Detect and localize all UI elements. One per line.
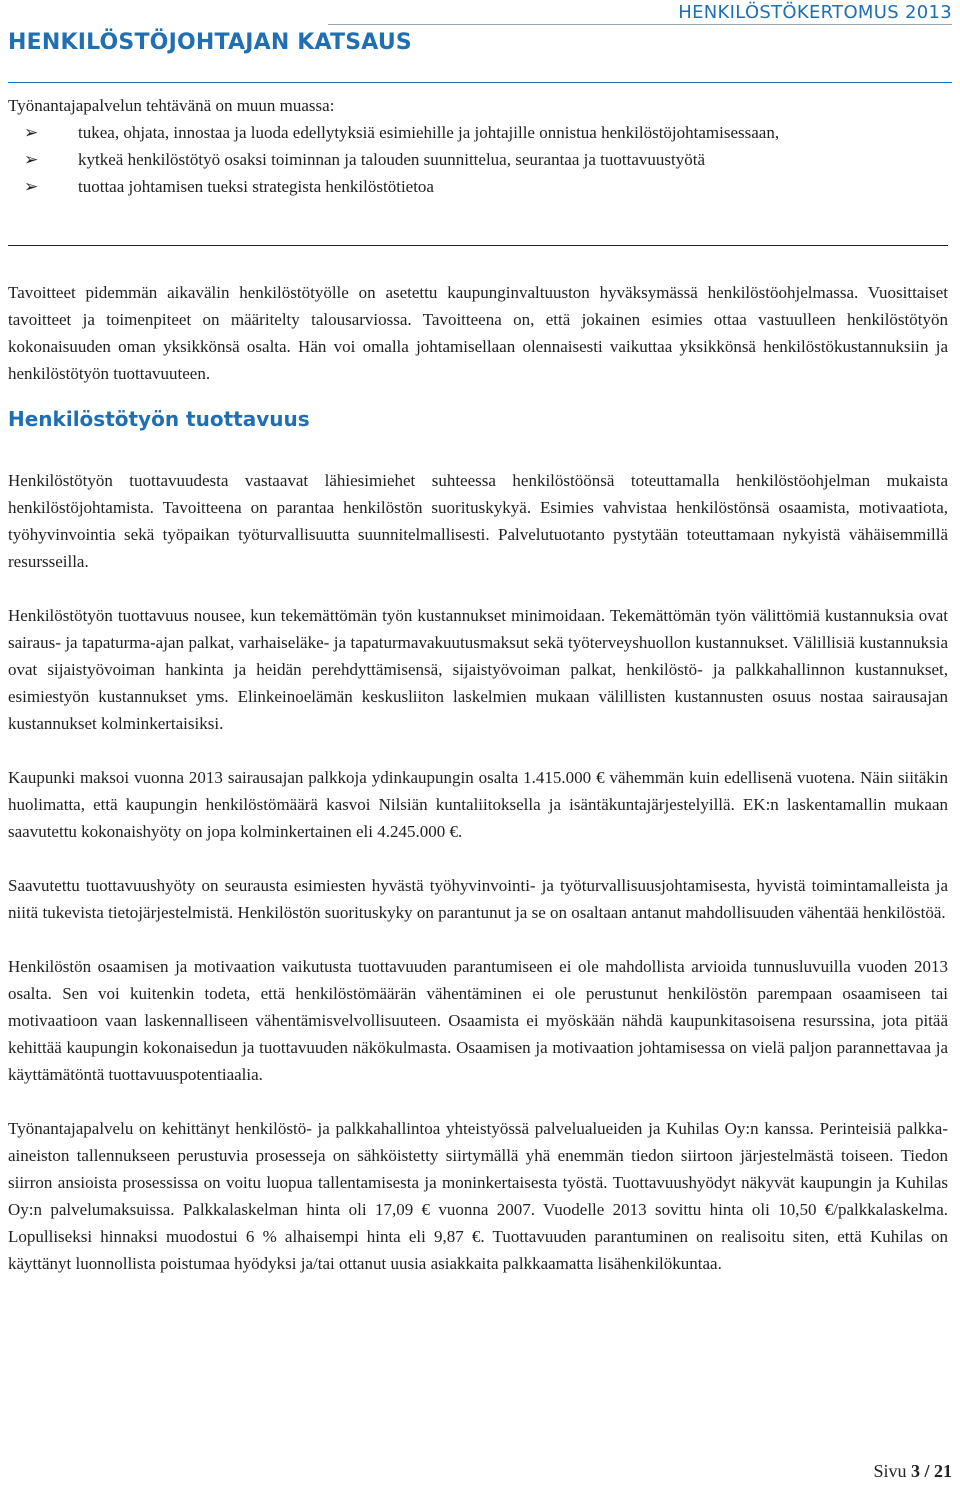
arrow-bullet-icon: ➢ — [24, 150, 39, 169]
arrow-bullet-icon: ➢ — [24, 123, 39, 142]
page-current: 3 — [910, 1461, 920, 1481]
subheading: Henkilöstötyön tuottavuus — [8, 407, 310, 431]
body-text — [8, 279, 948, 1304]
intro-block — [8, 92, 948, 200]
paragraph: Kaupunki maksoi vuonna 2013 sairausajan palkkoja ydinkaupungin osalta 1.415.000 € vähemmän kuin edellisenä vuotena. Näin siitäkin huolimatta, että kaupungin henkilöstömäärä kasvoi Nilsiän kuntaliitoksella ja isäntäkuntajärjestelyillä. EK:n laskentamallin mukaan saavutettu kokonaishyöty on jopa kolminkertainen eli 4.245.000 €. — [8, 768, 948, 841]
paragraph: Henkilöstötyön tuottavuudesta vastaavat lähiesimiehet suhteessa henkilöstöönsä toteuttamalla henkilöstöohjelman mukaista henkilöstöjohtamista. Tavoitteena on parantaa henkilöstön suorituskykyä. Esimies vahvistaa henkilöstönsä osaamista, motivaatiota, työhyvinvointia sekä työpaikan työturvallisuutta suunnitelmallisesti. Palvelutuotanto pystytään toteuttamaan nykyistä vähäisemmillä resursseilla. — [8, 471, 948, 571]
paragraph: Henkilöstötyön tuottavuus nousee, kun tekemättömän työn kustannukset minimoidaan. Tekemättömän työn välittömiä kustannuksia ovat sairaus- ja tapaturma-ajan palkat, varhaiseläke- ja tapaturmavakuutusmaksut sekä työterveyshuollon kustannukset. Välillisiä kustannuksia ovat sijaistyövoiman hankinta ja heidän perehdyttämisensä, sijaistyövoiman palkat, henkilöstö- ja palkkahallinnon kustannukset, esimiestyön kustannukset yms. Elinkeinoelämän keskusliiton laskelmien mukaan välillisten kustannusten osuus nostaa sairausajan kustannukset kolminkertaisiksi. — [8, 606, 948, 733]
page-header — [8, 0, 952, 64]
section-divider — [8, 245, 948, 246]
page-total: 21 — [934, 1461, 952, 1481]
list-item-text: kytkeä henkilöstötyö osaksi toiminnan ja talouden suunnittelua, seurantaa ja tuottavuustyötä — [78, 150, 705, 169]
page-number: Sivu 3 / 21 — [873, 1461, 952, 1481]
header-rule — [328, 24, 952, 25]
paragraph: Tavoitteet pidemmän aikavälin henkilöstötyölle on asetettu kaupunginvaltuuston hyväksymässä henkilöstöohjelmassa. Vuosittaiset tavoitteet ja toimenpiteet on määritelty talousarviossa. Tavoitteena on, että jokainen esimies ottaa vastuulleen henkilöstötyön kokonaisuuden oman yksikkönsä osalta. Hän voi omalla johtamisellaan olennaisesti vaikuttaa yksikkönsä henkilöstökustannuksiin ja henkilöstötyön tuottavuuteen. — [8, 283, 948, 383]
paragraph: Henkilöstön osaamisen ja motivaation vaikutusta tuottavuuden parantumiseen ei ole mahdollista arvioida tunnusluvuilla vuoden 2013 osalta. Sen voi kuitenkin todeta, että henkilöstömäärän vähentäminen ei ole perustunut henkilöstön parempaan osaamiseen tai motivaatioon vaan laskennalliseen vähentämisvelvollisuuteen. Osaamista ei myöskään nähdä kaupunkitasoisena resurssina, jota pitää kehittää kaupungin kokonaisedun ja tuottavuuden näkökulmasta. Osaamisen ja motivaation johtamisessa on vielä paljon parannettavaa ja käyttämätöntä tuottavuuspotentiaalia. — [8, 957, 948, 1084]
list-item — [8, 173, 948, 200]
intro-list — [8, 119, 948, 200]
header-underline — [8, 82, 952, 83]
paragraph: Saavutettu tuottavuushyöty on seurausta esimiesten hyvästä työhyvinvointi- ja työturvallisuusjohtamisesta, hyvistä toimintamalleista ja niitä tukevista tietojärjestelmistä. Henkilöstön suorituskyky on parantunut ja se on osaltaan antanut mahdollisuuden vähentää henkilöstöä. — [8, 876, 948, 922]
section-title: HENKILÖSTÖJOHTAJAN KATSAUS — [8, 30, 412, 55]
report-title: HENKILÖSTÖKERTOMUS 2013 — [678, 2, 952, 23]
list-item-text: tukea, ohjata, innostaa ja luoda edellytyksiä esimiehille ja johtajille onnistua henkilöstöjohtamisessaan, — [78, 123, 780, 142]
page-label: Sivu — [873, 1461, 907, 1481]
list-item — [8, 119, 948, 146]
paragraph: Työnantajapalvelu on kehittänyt henkilöstö- ja palkkahallintoa yhteistyössä palvelualueiden ja Kuhilas Oy:n kanssa. Perinteisiä palkka-aineiston tallennukseen perustuvia prosesseja on sähköistetty siirtymällä yhä enemmän tiedon siirtoon järjestelmästä toiseen. Tiedon siirron ansioista prosessissa on voitu luopua tallentamisesta ja moninkertaisesta työstä. Tuottavuushyödyt näkyvät kaupungin ja Kuhilas Oy:n palvelumaksuissa. Palkkalaskelman hinta oli 17,09 € vuonna 2007. Vuodelle 2013 sovittu hinta oli 10,50 €/palkkalaskelma. Lopulliseksi hinnaksi muodostui 6 % alhaisempi hinta eli 9,87 €. Tuottavuuden parantuminen on realisoitu siten, että Kuhilas on käyttänyt luonnollista poistumaa hyödyksi ja/tai ottanut uusia asiakkaita palkkaamatta lisähenkilökuntaa. — [8, 1119, 948, 1273]
intro-lead: Työnantajapalvelun tehtävänä on muun muassa: — [8, 96, 335, 115]
list-item — [8, 146, 948, 173]
list-item-text: tuottaa johtamisen tueksi strategista henkilöstötietoa — [78, 177, 434, 196]
arrow-bullet-icon: ➢ — [24, 177, 39, 196]
